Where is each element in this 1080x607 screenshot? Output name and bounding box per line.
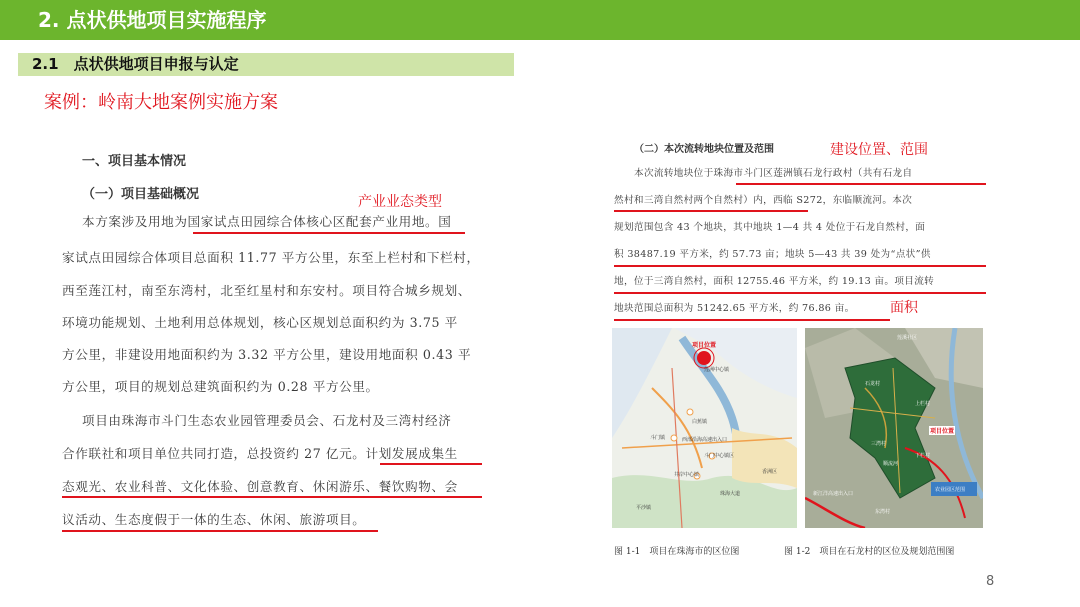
doc-line: 合作联社和项目单位共同打造，总投资约 27 亿元。计划发展成集生 (62, 446, 458, 461)
map-label: 平沙镇 (636, 505, 652, 511)
page-title: 2. 点状供地项目实施程序 (38, 8, 267, 32)
page-number: 8 (986, 574, 995, 589)
doc-line: 地块范围总面积为 51242.65 平方米，约 76.86 亩。 (614, 303, 855, 314)
underline (614, 265, 986, 267)
doc-line: 积 38487.19 平方米，约 57.73 亩；地块 5—43 共 39 处为“点状”供 (614, 249, 931, 260)
annotation-industry: 产业业态类型 (358, 194, 442, 210)
figure-caption-1: 图 1-1 项目在珠海市的区位图 (614, 547, 740, 557)
annotation-location: 建设位置、范围 (830, 142, 928, 158)
underline (62, 496, 482, 498)
location-map-shilong (805, 328, 983, 528)
doc-line: 本方案涉及用地为国家试点田园综合体核心区配套产业用地。国 (82, 214, 452, 229)
map-label: 斗门中心镇区 (704, 453, 735, 459)
doc-line: 态观光、农业科普、文化体验、创意教育、休闲游乐、餐饮购物、会 (62, 479, 458, 494)
underline (193, 232, 465, 234)
map-label: 东湾村 (875, 509, 891, 515)
map-label: 项目位置 (692, 342, 717, 349)
map-label: 斗门镇 (650, 435, 666, 441)
map-label: 井岸中心镇 (674, 472, 700, 478)
project-marker-icon (697, 351, 711, 365)
underline (614, 210, 808, 212)
map-label: 顺流河 (883, 461, 899, 467)
underline (614, 319, 890, 321)
map-label: 白蕉镇 (692, 419, 708, 425)
underline (380, 463, 482, 465)
location-map-zhuhai (612, 328, 797, 528)
map-label: 香洲区 (762, 469, 778, 475)
figure-caption-2: 图 1-2 项目在石龙村的区位及规划范围图 (784, 547, 955, 557)
doc-heading-1: 一、项目基本情况 (82, 154, 187, 169)
doc-line: 方公里，项目的规划总建筑面积约为 0.28 平方公里。 (62, 379, 379, 394)
doc-line: 本次流转地块位于珠海市斗门区莲洲镇石龙行政村（共有石龙自 (634, 168, 913, 179)
map-label: 下栏村 (915, 453, 931, 459)
doc-heading-2: （一）项目基础概况 (82, 187, 200, 202)
underline (614, 292, 986, 294)
doc-line: 议活动、生态度假于一体的生态、休闲、旅游项目。 (62, 512, 366, 527)
map-label: 三湾村 (871, 441, 887, 447)
underline (736, 183, 986, 185)
map-label: 莲洲中心镇 (704, 367, 730, 373)
doc-line: 规划范围包含 43 个地块，其中地块 1—4 共 4 处位于石龙自然村，面 (614, 222, 926, 233)
doc-line: 西至莲江村，南至东湾村，北至红星村和东安村。项目符合城乡规划、 (62, 283, 472, 298)
map-label: 珠海大道 (720, 491, 741, 497)
map-label: 石龙村 (865, 381, 881, 387)
doc-heading-right: （二）本次流转地块位置及范围 (634, 144, 774, 155)
section-title: 2.1 点状供地项目申报与认定 (32, 55, 239, 73)
map-label: 上栏村 (915, 401, 931, 407)
map-label: 项目位置 (930, 428, 955, 435)
doc-line: 项目由珠海市斗门生态农业园管理委员会、石龙村及三湾村经济 (82, 413, 452, 428)
map-drawing (805, 328, 983, 528)
doc-line: 方公里，非建设用地面积约为 3.32 平方公里，建设用地面积 0.43 平 (62, 347, 472, 362)
map-label: 西部沿海高速出入口 (682, 437, 728, 443)
case-title: 案例：岭南大地案例实施方案 (44, 92, 278, 113)
map-label: 新江洋高速出入口 (813, 491, 854, 497)
doc-line: 家试点田园综合体项目总面积 11.77 平方公里，东至上栏村和下栏村， (62, 250, 480, 265)
doc-line: 地，位于三湾自然村，面积 12755.46 平方米，约 19.13 亩。项目流转 (614, 276, 935, 287)
annotation-area: 面积 (890, 300, 918, 316)
underline (62, 530, 378, 532)
map-label: 莲溪社区 (897, 335, 918, 341)
map-legend-label: 农业园区范围 (935, 487, 966, 493)
map-drawing (612, 328, 797, 528)
doc-line: 然村和三湾自然村两个自然村）内，西临 S272，东临顺流河。本次 (614, 195, 913, 206)
doc-line: 环境功能规划、土地利用总体规划，核心区规划总面积约为 3.75 平 (62, 315, 458, 330)
